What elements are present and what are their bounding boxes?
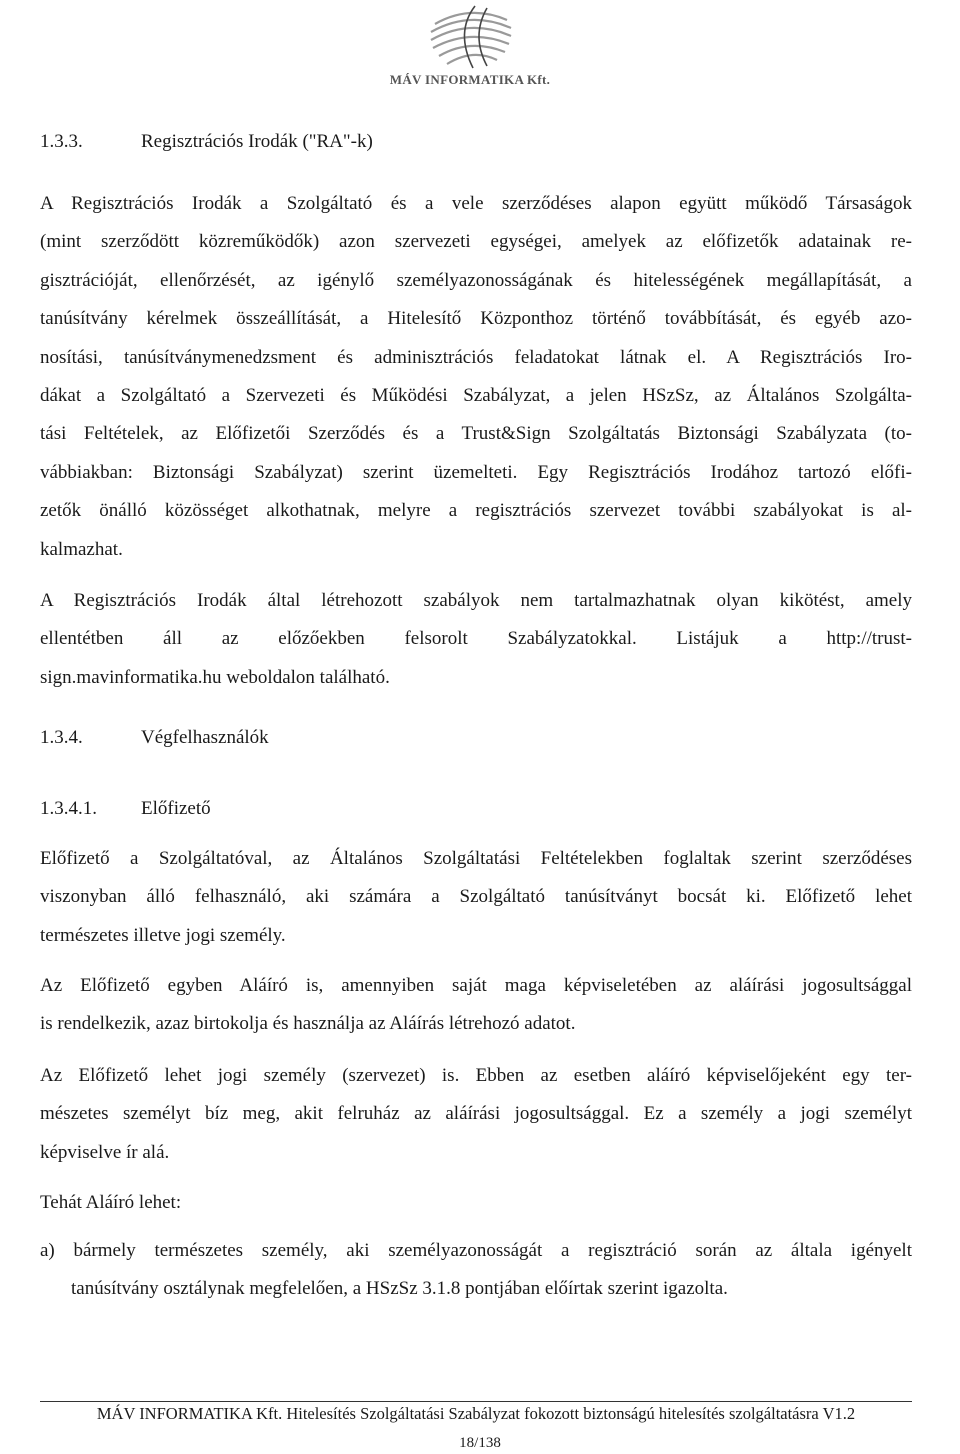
section-title: Regisztrációs Irodák ("RA"-k) — [141, 131, 373, 152]
globe-logo-icon — [415, 2, 525, 72]
text-line: zetők önálló közösséget alkothatnak, melyre a regisztrációs szervezet további szabályokat is al- — [40, 500, 912, 522]
text-line: dákat a Szolgáltató a Szervezeti és Működési Szabályzat, a jelen HSzSz, az Általános Szolgálta- — [40, 385, 912, 407]
text-line: Az Előfizető egyben Aláíró is, amennyiben saját maga képviseletében az aláírási jogosultsággal — [40, 975, 912, 996]
section-heading-1-3-4-1 — [40, 798, 211, 820]
text-line: kalmazhat. — [40, 538, 123, 560]
text-line: ellentétben áll az előzőekben felsorolt Szabályzatokkal. Listájuk a http://trust- — [40, 628, 912, 650]
text-line: tási Feltételek, az Előfizetői Szerződés és a Trust&Sign Szolgáltatás Biztonsági Szabályzata (to- — [40, 423, 912, 445]
paragraph-ra-description — [40, 185, 912, 569]
page-number: 18/138 — [459, 1435, 501, 1451]
text-line: a) bármely természetes személy, aki személyazonosságát a regisztráció során az általa igényelt — [40, 1240, 912, 1261]
paragraph-legal-entity — [40, 1057, 912, 1172]
section-number: 1.3.4. — [40, 727, 83, 748]
logo-text: MÁV INFORMATIKA Kft. — [389, 72, 551, 87]
text-line: sign.mavinformatika.hu weboldalon található. — [40, 666, 390, 688]
section-title: Előfizető — [141, 798, 211, 819]
paragraph-ra-rules — [40, 582, 912, 697]
text-line: A Regisztrációs Irodák által létrehozott szabályok nem tartalmazhatnak olyan kikötést, amely — [40, 590, 912, 611]
text-line: természetes illetve jogi személy. — [40, 924, 286, 946]
text-line: viszonyban álló felhasználó, aki számára a Szolgáltató tanúsítványt bocsát ki. Előfizető lehet — [40, 886, 912, 908]
text-line: képviselve ír alá. — [40, 1141, 170, 1163]
text-line: mészetes személyt bíz meg, akit felruház az aláírási jogosultsággal. Ez a személy a jogi személyt — [40, 1103, 912, 1125]
text-line: vábbiakban: Biztonsági Szabályzat) szerint üzemelteti. Egy Regisztrációs Irodához tartozó előfi- — [40, 461, 912, 483]
text-line: Az Előfizető lehet jogi személy (szervezet) is. Ebben az esetben aláíró képviselőjeként egy ter- — [40, 1065, 912, 1086]
footer-divider — [40, 1401, 912, 1402]
text-line: A Regisztrációs Irodák a Szolgáltató és a vele szerződéses alapon együtt működő Társaságok — [40, 193, 912, 214]
text-line: gisztrációját, ellenőrzését, az igénylő személyazonosságának és hitelességének megállapítását, a — [40, 269, 912, 291]
text-line: nosítási, tanúsítványmenedzsment és adminisztrációs feladatokat látnak el. A Regisztrációs Iro- — [40, 346, 912, 368]
paragraph-signer-intro — [40, 1184, 912, 1222]
text-line: tanúsítvány kérelmek összeállítását, a Hitelesítő Központhoz történő továbbítását, és egyéb azo- — [40, 308, 912, 330]
paragraph-subscriber-signer — [40, 967, 912, 1044]
text-line: (mint szerződött közreműködők) azon szervezeti egységei, amelyek az előfizetők adatainak re- — [40, 231, 912, 253]
paragraph-subscriber-definition — [40, 840, 912, 955]
section-title: Végfelhasználók — [141, 727, 269, 748]
list-item-a — [40, 1232, 912, 1309]
text-line: is rendelkezik, azaz birtokolja és használja az Aláírás létrehozó adatot. — [40, 1013, 576, 1035]
text-line: tanúsítvány osztálynak megfelelően, a HSzSz 3.1.8 pontjában előírtak szerint igazolta. — [71, 1278, 728, 1300]
company-logo — [360, 0, 580, 95]
section-heading-1-3-3 — [40, 131, 373, 153]
text-line: Tehát Aláíró lehet: — [40, 1192, 182, 1213]
text-line: Előfizető a Szolgáltatóval, az Általános Szolgáltatási Feltételekben foglaltak szerint szerződéses — [40, 848, 912, 869]
section-heading-1-3-4 — [40, 727, 269, 749]
footer-text: MÁV INFORMATIKA Kft. Hitelesítés Szolgáltatási Szabályzat fokozott biztonságú hitelesítés szolgáltatásra V1.2 — [96, 1404, 856, 1423]
section-number: 1.3.4.1. — [40, 798, 97, 819]
section-number: 1.3.3. — [40, 131, 83, 152]
